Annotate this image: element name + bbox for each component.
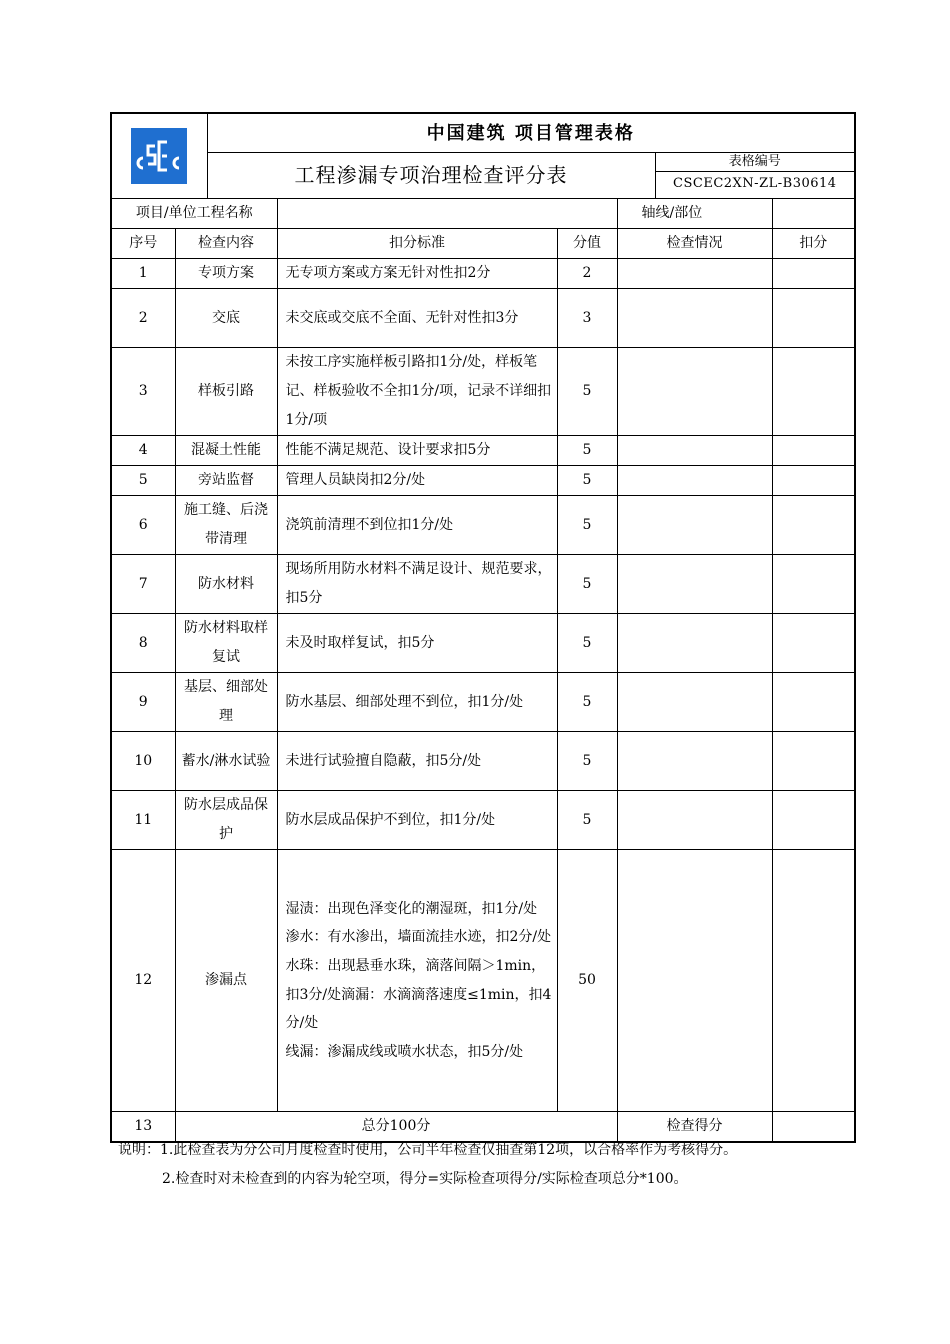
row-criteria: 未按工序实施样板引路扣1分/处，样板笔记、样板验收不全扣1分/项，记录不详细扣1分/项 xyxy=(277,348,557,436)
column-header: 序号 xyxy=(111,229,175,259)
row-inspection-result[interactable] xyxy=(617,614,772,673)
row-number: 10 xyxy=(111,732,175,791)
criteria-line: 渗水：有水渗出，墙面流挂水迹，扣2分/处 xyxy=(285,929,552,946)
row-inspection-result[interactable] xyxy=(617,348,772,436)
row-item: 样板引路 xyxy=(175,348,277,436)
row-score: 5 xyxy=(557,466,617,496)
table-row xyxy=(111,259,855,289)
row-deduction[interactable] xyxy=(772,466,855,496)
form-code-label: 表格编号 xyxy=(656,153,855,172)
column-header: 分值 xyxy=(557,229,617,259)
row-deduction[interactable] xyxy=(772,791,855,850)
row-item: 防水材料取样复试 xyxy=(175,614,277,673)
row-number: 4 xyxy=(111,436,175,466)
criteria-line: 水珠：出现悬垂水珠，滴落间隔＞1min，扣3分/处滴漏：水滴滴落速度≤1min，扣4分/处 xyxy=(285,957,552,1032)
row-number: 8 xyxy=(111,614,175,673)
row-item: 交底 xyxy=(175,289,277,348)
row-inspection-result[interactable] xyxy=(617,259,772,289)
column-header: 扣分 xyxy=(772,229,855,259)
row-deduction[interactable] xyxy=(772,673,855,732)
row-deduction[interactable] xyxy=(772,259,855,289)
total-score-label: 总分100分 xyxy=(175,1112,617,1143)
table-row xyxy=(111,348,855,436)
row-inspection-result[interactable] xyxy=(617,289,772,348)
row-score: 5 xyxy=(557,555,617,614)
row-score: 3 xyxy=(557,289,617,348)
row-number: 11 xyxy=(111,791,175,850)
form-code-cell xyxy=(655,153,855,199)
table-row xyxy=(111,732,855,791)
table-row xyxy=(111,791,855,850)
row-deduction[interactable] xyxy=(772,289,855,348)
row-criteria: 浇筑前清理不到位扣1分/处 xyxy=(277,496,557,555)
table-row xyxy=(111,614,855,673)
row-deduction[interactable] xyxy=(772,732,855,791)
table-row xyxy=(111,673,855,732)
row-criteria: 性能不满足规范、设计要求扣5分 xyxy=(277,436,557,466)
criteria-line: 线漏：渗漏成线或喷水状态，扣5分/处 xyxy=(285,1043,524,1060)
row-number: 2 xyxy=(111,289,175,348)
row-inspection-result[interactable] xyxy=(617,466,772,496)
row-item: 旁站监督 xyxy=(175,466,277,496)
cscec-logo-icon xyxy=(131,128,187,184)
row-criteria: 现场所用防水材料不满足设计、规范要求，扣5分 xyxy=(277,555,557,614)
row-score: 50 xyxy=(557,850,617,1112)
table-row xyxy=(111,555,855,614)
row-score: 5 xyxy=(557,673,617,732)
result-score-label: 检查得分 xyxy=(617,1112,772,1143)
row-inspection-result[interactable] xyxy=(617,732,772,791)
column-header: 扣分标准 xyxy=(277,229,557,259)
row-number: 9 xyxy=(111,673,175,732)
row-deduction[interactable] xyxy=(772,614,855,673)
row-number: 7 xyxy=(111,555,175,614)
row-criteria: 防水基层、细部处理不到位，扣1分/处 xyxy=(277,673,557,732)
table-row xyxy=(111,850,855,1112)
row-item: 施工缝、后浇带清理 xyxy=(175,496,277,555)
row-criteria: 管理人员缺岗扣2分/处 xyxy=(277,466,557,496)
result-score-field[interactable] xyxy=(772,1112,855,1143)
row-number: 12 xyxy=(111,850,175,1112)
column-header-row xyxy=(111,229,855,259)
row-deduction[interactable] xyxy=(772,850,855,1112)
form-title: 工程渗漏专项治理检查评分表 xyxy=(207,153,655,199)
criteria-line: 湿渍：出现色泽变化的潮湿斑，扣1分/处 xyxy=(285,900,538,917)
row-number: 5 xyxy=(111,466,175,496)
row-score: 5 xyxy=(557,732,617,791)
project-name-field[interactable] xyxy=(277,199,617,229)
row-score: 5 xyxy=(557,496,617,555)
row-criteria: 未及时取样复试，扣5分 xyxy=(277,614,557,673)
row-item: 基层、细部处理 xyxy=(175,673,277,732)
row-score: 5 xyxy=(557,348,617,436)
row-score: 2 xyxy=(557,259,617,289)
table-row xyxy=(111,289,855,348)
row-score: 5 xyxy=(557,614,617,673)
row-criteria xyxy=(277,850,557,1112)
note-line-2: 2.检查时对未检查到的内容为轮空项，得分=实际检查项得分/实际检查项总分*100。 xyxy=(162,1171,688,1187)
table-row xyxy=(111,496,855,555)
row-inspection-result[interactable] xyxy=(617,791,772,850)
row-item: 防水层成品保护 xyxy=(175,791,277,850)
row-inspection-result[interactable] xyxy=(617,496,772,555)
table-row xyxy=(111,466,855,496)
row-number: 3 xyxy=(111,348,175,436)
row-number: 6 xyxy=(111,496,175,555)
row-deduction[interactable] xyxy=(772,496,855,555)
column-header: 检查情况 xyxy=(617,229,772,259)
row-inspection-result[interactable] xyxy=(617,850,772,1112)
table-row xyxy=(111,436,855,466)
row-deduction[interactable] xyxy=(772,436,855,466)
row-inspection-result[interactable] xyxy=(617,555,772,614)
logo-cell xyxy=(111,113,207,199)
row-criteria: 防水层成品保护不到位，扣1分/处 xyxy=(277,791,557,850)
row-score: 5 xyxy=(557,436,617,466)
row-inspection-result[interactable] xyxy=(617,673,772,732)
row-number: 13 xyxy=(111,1112,175,1143)
axis-label: 轴线/部位 xyxy=(617,199,772,229)
row-inspection-result[interactable] xyxy=(617,436,772,466)
row-number: 1 xyxy=(111,259,175,289)
row-criteria: 未交底或交底不全面、无针对性扣3分 xyxy=(277,289,557,348)
row-score: 5 xyxy=(557,791,617,850)
score-table xyxy=(110,112,856,1143)
row-item: 混凝土性能 xyxy=(175,436,277,466)
project-name-label: 项目/单位工程名称 xyxy=(111,199,277,229)
inspection-form xyxy=(110,112,854,1143)
brand-title: 中国建筑 项目管理表格 xyxy=(207,113,855,153)
axis-field[interactable] xyxy=(772,199,855,229)
row-criteria: 无专项方案或方案无针对性扣2分 xyxy=(277,259,557,289)
form-code: CSCEC2XN-ZL-B30614 xyxy=(673,176,837,191)
note-line-1: 说明：1.此检查表为分公司月度检查时使用，公司半年检查仅抽查第12项，以合格率作为考核得分。 xyxy=(118,1142,738,1158)
row-criteria: 未进行试验擅自隐蔽，扣5分/处 xyxy=(277,732,557,791)
row-item: 蓄水/淋水试验 xyxy=(175,732,277,791)
row-item: 渗漏点 xyxy=(175,850,277,1112)
notes xyxy=(118,1136,737,1194)
row-deduction[interactable] xyxy=(772,348,855,436)
column-header: 检查内容 xyxy=(175,229,277,259)
row-item: 防水材料 xyxy=(175,555,277,614)
row-item: 专项方案 xyxy=(175,259,277,289)
row-deduction[interactable] xyxy=(772,555,855,614)
